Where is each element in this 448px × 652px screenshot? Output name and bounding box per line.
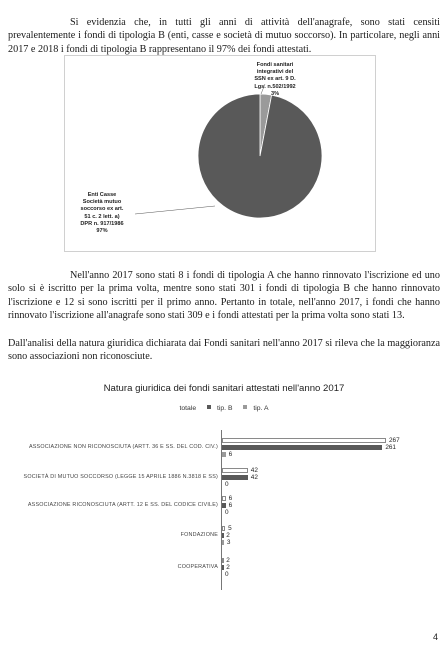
category-label: COOPERATIVA [177,564,218,570]
pie-label-line: DPR n. 917/1986 [80,220,124,227]
bar-totale [222,526,225,531]
legend-item-tip-a [243,405,271,412]
pie-label-enti-casse [69,192,135,235]
legend-swatch-icon [243,405,247,409]
bar-tip-b [222,533,224,538]
pie-label-fondi-integrativi [243,62,307,98]
bar-totale [222,468,248,473]
pie-leader-line [135,206,215,214]
pie-chart-panel [64,55,376,252]
category-label: ASSOCIAZIONE NON RICONOSCIUTA (ARTT. 36 E SS. DEL COD. CIV.) [28,444,218,450]
bar-totale [222,438,386,443]
bar-value-label: 2 [226,532,230,539]
paragraph-intro: Si evidenzia che, in tutti gli anni di attività dell'anagrafe, sono stati censiti prevalentemente i fondi di tipologia B (enti, casse e società di mutuo soccorso). In particolare, negli anni 2017 e 2018 i fondi di tipologia B rappresentano il 97% dei fondi attestati. [8,17,440,55]
legend-label: tip. A [253,405,269,412]
pie-label-line: 51 c. 2 lett. a) [84,213,120,220]
category-label: ASSOCIAZIONE RICONOSCIUTA (ARTT. 12 E SS. DEL CODICE CIVILE) [27,502,218,508]
category-label: FONDAZIONE [180,532,218,538]
bar-totale [222,496,226,501]
bar-totale [222,558,224,563]
legend-label: totale [179,405,197,412]
bar-value-label: 42 [250,474,258,481]
pie-label-line: SSN ex art. 9 D. [254,76,296,83]
legend-swatch-icon [207,405,211,409]
pie-label-line: soccorso ex art. [80,206,124,213]
bar-tip-b [222,445,382,450]
bar-value-label: 0 [225,509,229,516]
bar-value-label: 42 [250,467,258,474]
bar-value-label: 267 [389,437,400,444]
category-label: SOCIETÀ DI MUTUO SOCCORSO (LEGGE 15 APRILE 1886 N.3818 E SS) [23,474,218,480]
page-number: 4 [432,632,438,642]
bar-value-label: 261 [385,444,396,451]
legend-label: tip. B [217,405,233,412]
bar-value-label: 5 [228,525,232,532]
pie-slice [198,94,322,218]
pie-label-line: Società mutuo [82,199,122,206]
paragraph-registrations: Nell'anno 2017 sono stati 8 i fondi di tipologia A che hanno rinnovato l'iscrizione ed uno solo si è iscritto per la prima volta, mentre sono stati 301 i fondi di tipologia B che hanno rinnovato l'iscrizione e 12 si sono iscritti per il primo anno. Pertanto in totale, nell'anno 2017, i fondi che hanno rinnovato l'iscrizione all'anagrafe sono stati 309 e i fondi attestati per la prima volta sono stati 13. [8,270,440,322]
pie-label-line: Lgs. n.502/1992 [254,83,296,90]
bar-value-label: 6 [228,451,233,458]
bar-value-label: 0 [225,571,229,578]
paragraph-legal-nature: Dall'analisi della natura giuridica dichiarata dai Fondi sanitari nell'anno 2017 si rileva che la maggioranza sono associazioni non riconosciute. [8,338,440,363]
bar-value-label: 3 [226,539,231,546]
bar-tip-a [222,540,224,545]
bar-value-label: 2 [226,564,230,571]
bar-chart-legend [0,405,448,412]
bar-tip-a [222,452,226,457]
pie-label-line: integrativi del [256,69,294,76]
bar-value-label: 6 [228,502,233,509]
pie-label-line: Fondi sanitari [256,62,294,68]
bar-chart-axis [221,430,222,590]
bar-tip-b [222,565,224,570]
bar-chart-title: Natura giuridica dei fondi sanitari attestati nell'anno 2017 [103,383,345,394]
bar-value-label: 6 [228,495,233,502]
legend-item-totale [176,405,199,412]
pie-label-percent: 3% [270,90,280,97]
bar-value-label: 2 [226,557,230,564]
bar-tip-b [222,503,226,508]
legend-item-tip-b [207,405,236,412]
pie-label-percent: 97% [96,228,108,235]
pie-label-line: Enti Casse [87,192,117,198]
bar-tip-b [222,475,248,480]
bar-value-label: 0 [225,481,229,488]
